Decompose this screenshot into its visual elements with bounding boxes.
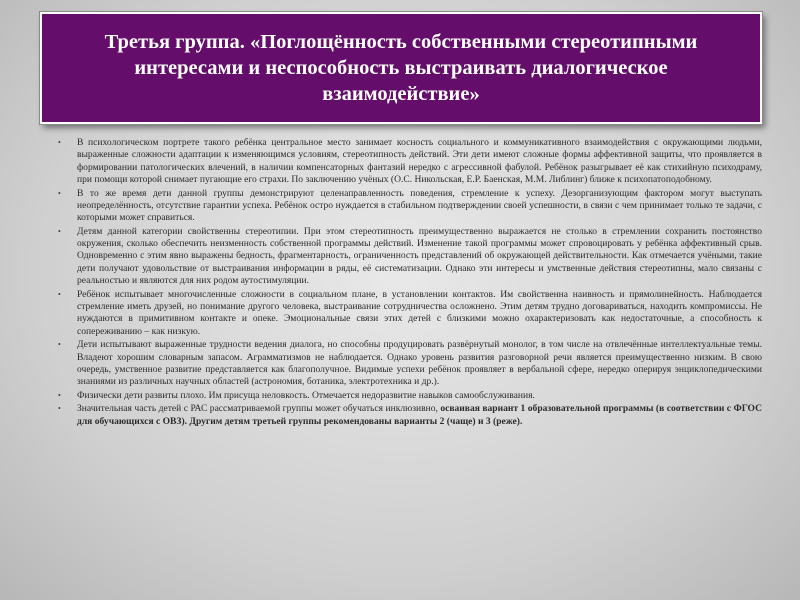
list-item	[58, 403, 762, 428]
paragraph-text: В психологическом портрете такого ребёнка центральное место занимает косность социального и коммуникативного взаимодействия с окружающими людьми, выраженные сложности адаптации к изменяющимся условиям, стереотипность действий. Эти дети имеют сложные формы аффективной защиты, что проявляется в формировании патологических влечений, в наличии компенсаторных фантазий нередко с агрессивной фабулой. Ребёнок разыгрывает её как стихийную психодраму, при помощи которой снимает пугающие его страхи. По заключению учёных (О.С. Никольская, Е.Р. Баенская, М.М. Либлинг) ближе к психопатоподобному.	[77, 137, 762, 186]
bullet-icon: •	[58, 188, 61, 198]
slide-title-banner	[40, 12, 762, 124]
paragraph-text: Детям данной категории свойственны стереотипии. При этом стереотипность преимущественно выражается не столько в стремлении сохранить постоянство окружения, сколько обеспечить неизменность собственной программы действий. Изменение такой программы может спровоцировать у ребёнка аффективный срыв. Одновременно с этим явно выражены бедность, фрагментарность, ограниченность представлений об окружающей действительности. Как отмечается учёными, такие дети получают удовольствие от выстраивания информации в ряды, её систематизации. Однако эти интересы и умственные действия стереотипны, мало связаны с реальностью и являются для них родом аутостимуляции.	[77, 225, 762, 287]
bullet-icon: •	[58, 390, 61, 400]
paragraph-text: Дети испытывают выраженные трудности ведения диалога, но способны продуцировать развёрнутый монолог, в том числе на отвлечённые интеллектуальные темы. Владеют хорошим словарным запасом. Аграмматизмов не наблюдается. Однако уровень развития разговорной речи является преимущественно низким. В свою очередь, умственное развитие представляется как благополучное. Видимые успехи ребёнок проявляет в вербальной сфере, нередко оперируя энциклопедическими знаниями из различных научных областей (астрономия, ботаника, электротехника и др.).	[77, 339, 762, 388]
bullet-icon: •	[58, 289, 61, 299]
list-item	[58, 289, 762, 338]
list-item	[58, 188, 762, 225]
paragraph-text: Значительная часть детей с РАС рассматриваемой группы может обучаться инклюзивно,	[77, 403, 441, 415]
list-item	[58, 339, 762, 388]
list-item	[58, 390, 762, 402]
paragraph-text: В то же время дети данной группы демонстрируют целенаправленность поведения, стремление к успеху. Дезорганизующим фактором могут выступать неопределённость, отсутствие гарантии успеха. Ребёнок остро нуждается в стабильном подтверждении своей успешности, в связи с чем принимает только те задачи, с которыми может справиться.	[77, 187, 762, 224]
bullet-list	[58, 137, 762, 429]
slide-title: Третья группа. «Поглощённость собственными стереотипными интересами и неспособность выстраивать диалогическое взаимодействие»	[104, 31, 698, 105]
paragraph-text: Физически дети развиты плохо. Им присуща неловкость. Отмечается недоразвитие навыков самообслуживания.	[77, 389, 535, 401]
paragraph-bold-text: осваивая вариант 1 образовательной программы (в соответствии с ФГОС для обучающихся с ОВЗ). Другим детям третьей группы рекомендованы варианты 2 (чаще) и 3 (реже).	[77, 403, 762, 427]
paragraph-text: Ребёнок испытывает многочисленные сложности в социальном плане, в установлении контактов. Им свойственна наивность и прямолинейность. Наблюдается стремление иметь друзей, но понимание другого человека, выстраивание сотрудничества осложнено. Этим детям трудно договариваться, находить компромиссы. Не нуждаются в примитивном контакте и опеке. Эмоциональные связи этих детей с близкими можно охарактеризовать как недостаточные, а способность к сопереживанию – как низкую.	[77, 288, 762, 337]
bullet-icon: •	[58, 138, 61, 147]
list-item	[58, 226, 762, 288]
bullet-icon: •	[58, 404, 61, 414]
list-item	[58, 137, 762, 186]
bullet-icon: •	[58, 226, 61, 236]
bullet-icon: •	[58, 340, 61, 350]
